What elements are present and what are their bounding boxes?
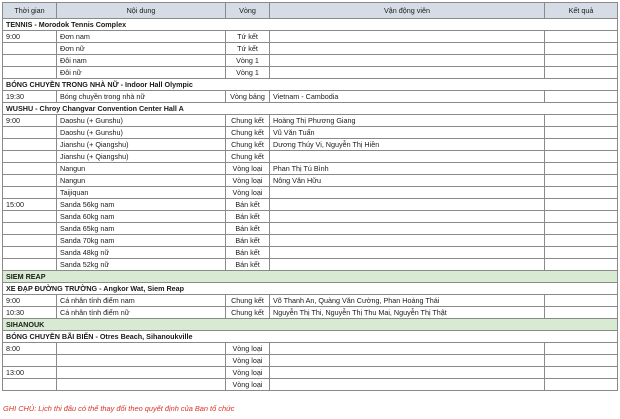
table-row — [3, 367, 618, 379]
round-cell: Vòng loại — [226, 343, 270, 355]
time-cell: 9:00 — [3, 295, 57, 307]
content-cell: Đôi nữ — [57, 67, 226, 79]
athletes-cell — [270, 367, 545, 379]
sport-heading: BÓNG CHUYỀN BÃI BIỂN - Otres Beach, Sihanoukville — [3, 331, 618, 343]
table-row — [3, 199, 618, 211]
sport-heading: XE ĐẠP ĐƯỜNG TRƯỜNG - Angkor Wat, Siem Reap — [3, 283, 618, 295]
result-cell — [545, 199, 618, 211]
time-cell — [3, 379, 57, 391]
content-cell: Daoshu (+ Gunshu) — [57, 127, 226, 139]
footnote: GHI CHÚ: Lịch thi đấu có thể thay đổi theo quyết định của Ban tổ chức — [3, 404, 235, 413]
content-cell: Bóng chuyền trong nhà nữ — [57, 91, 226, 103]
table-row — [3, 223, 618, 235]
table-row — [3, 67, 618, 79]
content-cell — [57, 379, 226, 391]
header-result: Kết quả — [545, 3, 618, 19]
athletes-cell — [270, 211, 545, 223]
time-cell: 9:00 — [3, 31, 57, 43]
table-row — [3, 379, 618, 391]
header-row — [3, 3, 618, 19]
sport-row — [3, 331, 618, 343]
athletes-cell — [270, 259, 545, 271]
time-cell: 19:30 — [3, 91, 57, 103]
time-cell — [3, 211, 57, 223]
athletes-cell — [270, 43, 545, 55]
table-row — [3, 163, 618, 175]
sport-heading: WUSHU - Chroy Changvar Convention Center Hall A — [3, 103, 618, 115]
round-cell: Chung kết — [226, 127, 270, 139]
round-cell: Chung kết — [226, 115, 270, 127]
time-cell — [3, 163, 57, 175]
time-cell — [3, 175, 57, 187]
content-cell — [57, 355, 226, 367]
athletes-cell: Nông Văn Hữu — [270, 175, 545, 187]
table-row — [3, 307, 618, 319]
table-row — [3, 43, 618, 55]
result-cell — [545, 127, 618, 139]
content-cell — [57, 343, 226, 355]
round-cell: Chung kết — [226, 139, 270, 151]
table-row — [3, 175, 618, 187]
table-row — [3, 127, 618, 139]
content-cell: Sanda 60kg nam — [57, 211, 226, 223]
content-cell: Đôi nam — [57, 55, 226, 67]
time-cell — [3, 139, 57, 151]
round-cell: Vòng loại — [226, 187, 270, 199]
athletes-cell — [270, 187, 545, 199]
content-cell: Nangun — [57, 175, 226, 187]
result-cell — [545, 55, 618, 67]
time-cell — [3, 127, 57, 139]
time-cell — [3, 187, 57, 199]
sport-heading: TENNIS - Morodok Tennis Complex — [3, 19, 618, 31]
header-content: Nội dung — [57, 3, 226, 19]
table-row — [3, 187, 618, 199]
athletes-cell — [270, 31, 545, 43]
result-cell — [545, 187, 618, 199]
result-cell — [545, 151, 618, 163]
region-row — [3, 319, 618, 331]
header-athletes: Vận động viên — [270, 3, 545, 19]
content-cell: Jianshu (+ Qiangshu) — [57, 139, 226, 151]
table-row — [3, 295, 618, 307]
table-row — [3, 343, 618, 355]
round-cell: Vòng loại — [226, 355, 270, 367]
table-row — [3, 235, 618, 247]
athletes-cell — [270, 223, 545, 235]
content-cell: Daoshu (+ Gunshu) — [57, 115, 226, 127]
result-cell — [545, 175, 618, 187]
round-cell: Chung kết — [226, 307, 270, 319]
sport-row — [3, 103, 618, 115]
round-cell: Vòng loại — [226, 163, 270, 175]
athletes-cell: Võ Thanh An, Quàng Văn Cường, Phan Hoàng Thái — [270, 295, 545, 307]
result-cell — [545, 259, 618, 271]
athletes-cell — [270, 343, 545, 355]
time-cell: 13:00 — [3, 367, 57, 379]
content-cell: Sanda 52kg nữ — [57, 259, 226, 271]
result-cell — [545, 139, 618, 151]
region-heading: SIEM REAP — [3, 271, 618, 283]
header-time: Thời gian — [3, 3, 57, 19]
round-cell: Bán kết — [226, 199, 270, 211]
time-cell: 15:00 — [3, 199, 57, 211]
athletes-cell: Hoàng Thị Phương Giang — [270, 115, 545, 127]
athletes-cell — [270, 151, 545, 163]
sport-heading: BÓNG CHUYỀN TRONG NHÀ NỮ - Indoor Hall Olympic — [3, 79, 618, 91]
round-cell: Vòng loại — [226, 175, 270, 187]
athletes-cell: Vũ Văn Tuấn — [270, 127, 545, 139]
round-cell: Bán kết — [226, 235, 270, 247]
result-cell — [545, 343, 618, 355]
round-cell: Chung kết — [226, 151, 270, 163]
schedule-document — [2, 2, 617, 391]
round-cell: Vòng loại — [226, 367, 270, 379]
athletes-cell — [270, 355, 545, 367]
table-row — [3, 355, 618, 367]
table-row — [3, 139, 618, 151]
result-cell — [545, 295, 618, 307]
round-cell: Vòng 1 — [226, 55, 270, 67]
content-cell — [57, 367, 226, 379]
schedule-table — [2, 2, 618, 391]
result-cell — [545, 31, 618, 43]
time-cell — [3, 43, 57, 55]
time-cell — [3, 67, 57, 79]
athletes-cell — [270, 67, 545, 79]
time-cell: 9:00 — [3, 115, 57, 127]
round-cell: Bán kết — [226, 259, 270, 271]
content-cell: Sanda 48kg nữ — [57, 247, 226, 259]
content-cell: Jianshu (+ Qiangshu) — [57, 151, 226, 163]
sport-row — [3, 283, 618, 295]
content-cell: Đơn nữ — [57, 43, 226, 55]
table-row — [3, 31, 618, 43]
round-cell: Bán kết — [226, 247, 270, 259]
content-cell: Nangun — [57, 163, 226, 175]
result-cell — [545, 163, 618, 175]
result-cell — [545, 367, 618, 379]
content-cell: Taijiquan — [57, 187, 226, 199]
header-round: Vòng — [226, 3, 270, 19]
athletes-cell: Nguyễn Thị Thi, Nguyễn Thị Thu Mai, Nguyễn Thị Thật — [270, 307, 545, 319]
result-cell — [545, 91, 618, 103]
table-row — [3, 151, 618, 163]
content-cell: Sanda 70kg nam — [57, 235, 226, 247]
athletes-cell: Vietnam - Cambodia — [270, 91, 545, 103]
athletes-cell: Dương Thúy Vi, Nguyễn Thị Hiền — [270, 139, 545, 151]
result-cell — [545, 223, 618, 235]
result-cell — [545, 247, 618, 259]
athletes-cell — [270, 379, 545, 391]
athletes-cell — [270, 199, 545, 211]
round-cell: Bán kết — [226, 223, 270, 235]
content-cell: Cá nhân tính điểm nam — [57, 295, 226, 307]
result-cell — [545, 211, 618, 223]
time-cell — [3, 235, 57, 247]
content-cell: Sanda 56kg nam — [57, 199, 226, 211]
table-row — [3, 211, 618, 223]
region-row — [3, 271, 618, 283]
time-cell — [3, 55, 57, 67]
round-cell: Tứ kết — [226, 43, 270, 55]
round-cell: Bán kết — [226, 211, 270, 223]
time-cell: 10:30 — [3, 307, 57, 319]
content-cell: Đơn nam — [57, 31, 226, 43]
time-cell — [3, 247, 57, 259]
schedule-body — [3, 19, 618, 391]
table-row — [3, 115, 618, 127]
result-cell — [545, 355, 618, 367]
result-cell — [545, 115, 618, 127]
result-cell — [545, 307, 618, 319]
table-row — [3, 55, 618, 67]
round-cell: Tứ kết — [226, 31, 270, 43]
table-row — [3, 259, 618, 271]
round-cell: Vòng bảng — [226, 91, 270, 103]
result-cell — [545, 235, 618, 247]
result-cell — [545, 67, 618, 79]
round-cell: Vòng loại — [226, 379, 270, 391]
time-cell — [3, 355, 57, 367]
round-cell: Chung kết — [226, 295, 270, 307]
result-cell — [545, 43, 618, 55]
athletes-cell — [270, 247, 545, 259]
sport-row — [3, 79, 618, 91]
athletes-cell — [270, 55, 545, 67]
region-heading: SIHANOUK — [3, 319, 618, 331]
time-cell — [3, 223, 57, 235]
content-cell: Sanda 65kg nam — [57, 223, 226, 235]
time-cell — [3, 151, 57, 163]
table-row — [3, 91, 618, 103]
athletes-cell — [270, 235, 545, 247]
result-cell — [545, 379, 618, 391]
table-row — [3, 247, 618, 259]
time-cell — [3, 259, 57, 271]
athletes-cell: Phan Thị Tú Bình — [270, 163, 545, 175]
content-cell: Cá nhân tính điểm nữ — [57, 307, 226, 319]
sport-row — [3, 19, 618, 31]
round-cell: Vòng 1 — [226, 67, 270, 79]
time-cell: 8:00 — [3, 343, 57, 355]
